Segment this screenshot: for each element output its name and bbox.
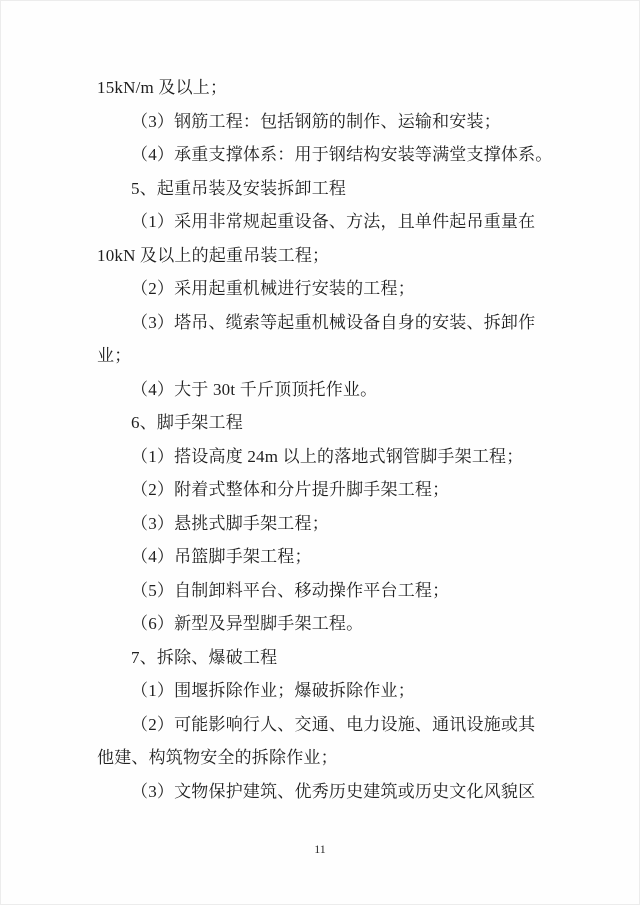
document-line: （6）新型及异型脚手架工程。 xyxy=(131,614,364,633)
document-line: （1）搭设高度 24m 以上的落地式钢管脚手架工程； xyxy=(131,446,524,466)
page-number: 11 xyxy=(314,842,326,856)
document-line: 他建、构筑物安全的拆除作业； xyxy=(97,748,338,767)
document-line: （1）围堰拆除作业；爆破拆除作业； xyxy=(131,681,415,700)
document-line: （3）钢筋工程：包括钢筋的制作、运输和安装； xyxy=(131,111,501,131)
document-line: （2）采用起重机械进行安装的工程； xyxy=(131,279,415,298)
section-heading-6: 6、脚手架工程 xyxy=(131,413,243,432)
document-line: （1）采用非常规起重设备、方法，且单件起吊重量在 xyxy=(131,212,536,231)
document-line: （3）悬挑式脚手架工程； xyxy=(131,513,329,533)
document-line: 业； xyxy=(97,346,132,365)
document-line: （3）文物保护建筑、优秀历史建筑或历史文化风貌区 xyxy=(131,781,536,801)
document-line: （4）吊篮脚手架工程； xyxy=(131,547,312,566)
document-line: （5）自制卸料平台、移动操作平台工程； xyxy=(131,580,450,600)
document-line: （2）附着式整体和分片提升脚手架工程； xyxy=(131,480,450,499)
document-line: 15kN/m 及以上； xyxy=(97,78,228,97)
section-heading-5: 5、起重吊装及安装拆卸工程 xyxy=(131,178,347,198)
document-line: 10kN 及以上的起重吊装工程； xyxy=(97,245,330,265)
document-line: （2）可能影响行人、交通、电力设施、通讯设施或其 xyxy=(131,714,536,734)
section-heading-7: 7、拆除、爆破工程 xyxy=(131,647,278,667)
document-line: （4）承重支撑体系：用于钢结构安装等满堂支撑体系。 xyxy=(131,145,553,164)
document-line: （4）大于 30t 千斤顶顶托作业。 xyxy=(131,379,378,399)
document-line: （3）塔吊、缆索等起重机械设备自身的安装、拆卸作 xyxy=(131,312,536,332)
